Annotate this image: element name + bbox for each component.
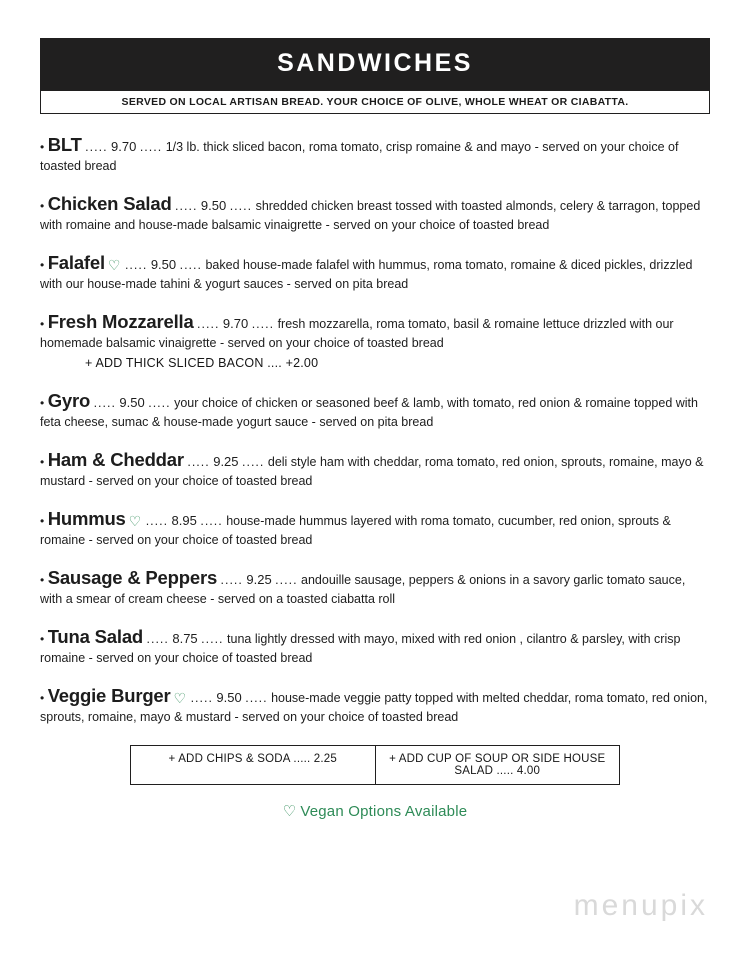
menu-item: [40, 506, 710, 550]
dot-leader: .....: [146, 631, 169, 646]
dot-leader: .....: [93, 395, 116, 410]
bullet-icon: •: [40, 396, 45, 410]
vegan-heart-icon: ♡: [107, 256, 121, 273]
dot-leader: .....: [229, 199, 253, 214]
menu-item-line: [40, 132, 710, 176]
bullet-icon: •: [40, 140, 45, 155]
menu-item-name: Chicken Salad: [47, 193, 172, 215]
menu-item: [40, 250, 710, 294]
menu-item-line: [40, 624, 710, 668]
menu-item-price: 9.50: [150, 257, 177, 273]
dot-leader: .....: [242, 454, 265, 469]
vegan-options-note: [40, 802, 710, 820]
vegan-heart-icon: ♡: [128, 512, 142, 529]
menu-item-line: [40, 388, 710, 432]
menu-item-line: [40, 191, 710, 235]
menu-item-description: andouille sausage, peppers & onions in a savory garlic tomato sauce, with a smear of cream cheese - served on a toasted ciabatta roll: [40, 572, 686, 607]
menu-item-name: Ham & Cheddar: [47, 448, 184, 470]
addons-box: [130, 745, 620, 785]
menu-item-description: house-made veggie patty topped with melted cheddar, roma tomato, red onion, sprouts, romaine, mayo & mustard - served on your choice of toasted bread: [40, 690, 708, 725]
menu-item-name: Falafel: [47, 252, 105, 274]
menu-item-line: [40, 683, 710, 727]
dot-leader: .....: [145, 513, 169, 528]
bullet-icon: •: [40, 258, 45, 273]
menu-item-description: tuna lightly dressed with mayo, mixed with red onion , cilantro & parsley, with crisp romaine - served on your choice of toasted bread: [40, 631, 681, 666]
menu-item-line: [40, 447, 710, 491]
dot-leader: .....: [197, 317, 220, 332]
dot-leader: .....: [148, 395, 171, 410]
dot-leader: .....: [220, 572, 243, 587]
dot-leader: .....: [124, 258, 148, 273]
menu-item-name: Veggie Burger: [47, 684, 171, 706]
menu-item: [40, 132, 710, 176]
menu-item: [40, 683, 710, 727]
bullet-icon: •: [40, 573, 45, 588]
menu-item-price: 9.50: [119, 394, 145, 410]
menu-item-price: 9.70: [222, 316, 249, 332]
dot-leader: .....: [179, 258, 202, 273]
bullet-icon: •: [40, 317, 45, 332]
menu-item-description: shredded chicken breast tossed with toasted almonds, celery & tarragon, topped with romaine and house-made balsamic vinaigrette - served on your choice of toasted bread: [40, 199, 701, 233]
vegan-heart-icon: ♡: [282, 802, 297, 820]
menu-item-line: [40, 506, 710, 550]
bullet-icon: •: [40, 199, 45, 214]
menu-item-description: fresh mozzarella, roma tomato, basil & romaine lettuce drizzled with our homemade balsamic vinaigrette - served on your choice of toasted bread: [40, 317, 674, 351]
menu-item-price: 9.70: [111, 139, 137, 154]
menu-item-name: Fresh Mozzarella: [47, 311, 194, 333]
vegan-options-label: Vegan Options Available: [300, 802, 468, 820]
dot-leader: .....: [251, 317, 275, 332]
dot-leader: .....: [85, 140, 108, 154]
menu-item: [40, 191, 710, 235]
bullet-icon: •: [40, 691, 45, 706]
dot-leader: .....: [275, 572, 298, 587]
dot-leader: .....: [200, 513, 223, 528]
menu-item-description: house-made hummus layered with roma tomato, cucumber, red onion, sprouts & romaine - served on your choice of toasted bread: [40, 513, 671, 548]
menu-item-line: [40, 309, 710, 353]
menu-item-name: BLT: [47, 134, 82, 155]
page-subtitle: SERVED ON LOCAL ARTISAN BREAD. YOUR CHOICE OF OLIVE, WHOLE WHEAT OR CIABATTA.: [40, 91, 710, 114]
vegan-heart-icon: ♡: [173, 689, 187, 706]
menu-item-description: your choice of chicken or seasoned beef & lamb, with tomato, red onion & romaine topped with feta cheese, sumac & house-made yogurt sauce - served on pita bread: [40, 395, 698, 430]
menu-item-price: 9.25: [246, 571, 272, 587]
bullet-icon: •: [40, 455, 45, 470]
menupix-watermark: menupix: [573, 889, 708, 922]
menu-item-price: 9.50: [216, 689, 242, 705]
menu-item-name: Gyro: [47, 389, 91, 411]
dot-leader: .....: [201, 631, 224, 646]
menu-item: [40, 388, 710, 432]
menu-item-name: Tuna Salad: [47, 625, 144, 647]
dot-leader: .....: [245, 690, 268, 705]
page-title: SANDWICHES: [40, 38, 710, 91]
menu-item-description: 1/3 lb. thick sliced bacon, roma tomato, crisp romaine & and mayo - served on your choice of toasted bread: [40, 140, 679, 174]
addon-chips-soda: + ADD CHIPS & SODA ..... 2.25: [131, 746, 376, 784]
bullet-icon: •: [40, 632, 45, 647]
menu-item-price: 8.95: [171, 512, 197, 528]
menu-item-name: Hummus: [47, 507, 126, 529]
menu-item-description: baked house-made falafel with hummus, roma tomato, romaine & diced pickles, drizzled with our house-made tahini & yogurt sauces - served on pita bread: [40, 258, 693, 292]
addon-soup-salad: + ADD CUP OF SOUP OR SIDE HOUSE SALAD ..... 4.00: [389, 752, 606, 777]
dot-leader: .....: [139, 140, 163, 154]
menu-item: [40, 309, 710, 373]
menu-item-addon: + ADD THICK SLICED BACON .... +2.00: [85, 356, 319, 371]
menu-item-price: 8.75: [172, 630, 198, 646]
dot-leader: .....: [187, 454, 210, 469]
menu-item: [40, 565, 710, 609]
menu-item-price: 9.50: [200, 198, 227, 214]
menu-item-line: [40, 250, 710, 294]
menu-item-description: deli style ham with cheddar, roma tomato, red onion, sprouts, romaine, mayo & mustard - served on your choice of toasted bread: [40, 454, 704, 489]
bullet-icon: •: [40, 514, 45, 529]
menu-item: [40, 624, 710, 668]
dot-leader: .....: [190, 690, 213, 705]
menu-item: [40, 447, 710, 491]
dot-leader: .....: [175, 199, 198, 214]
menu-item-line: [40, 565, 710, 609]
menu-item-name: Sausage & Peppers: [47, 566, 218, 588]
menu-item-price: 9.25: [213, 453, 239, 469]
menu-item-list: [40, 132, 710, 727]
